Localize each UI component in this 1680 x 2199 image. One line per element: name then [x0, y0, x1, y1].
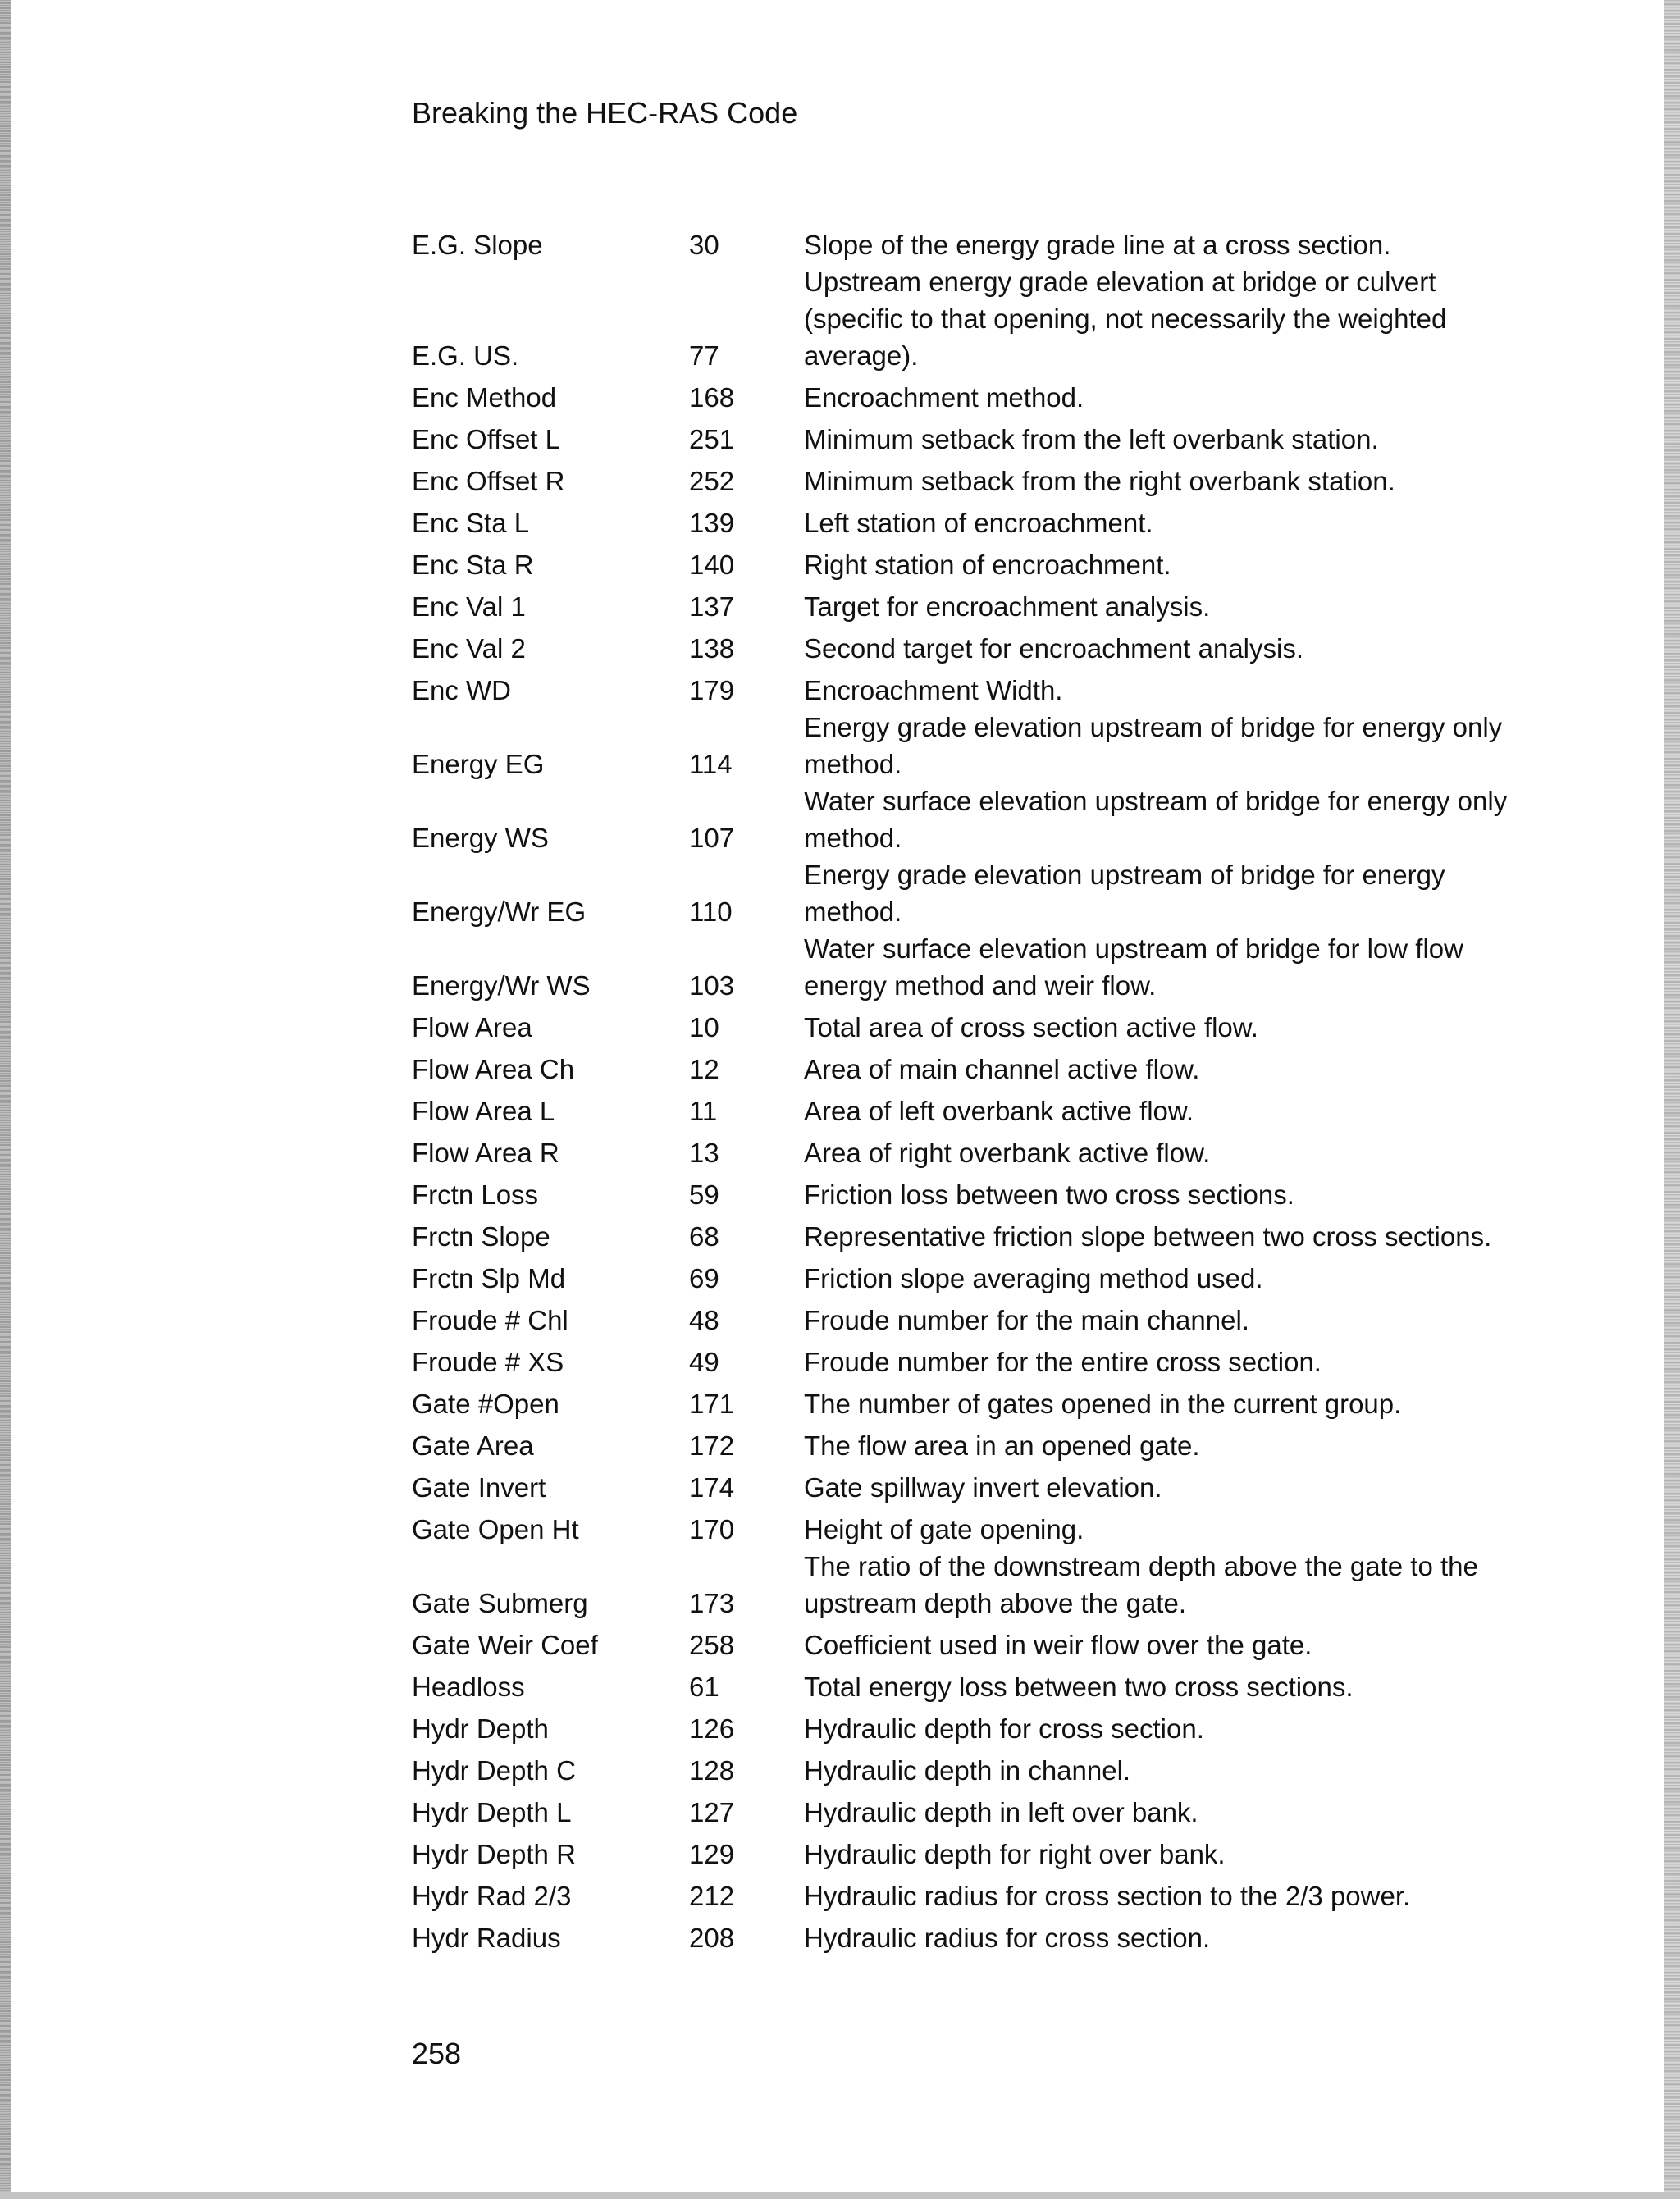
- variable-description: Upstream energy grade elevation at bridge or culvert (specific to that opening, not necessarily the weighted average).: [804, 267, 1447, 371]
- variable-description: Area of right overbank active flow.: [804, 1138, 1211, 1168]
- variable-id: 13: [689, 1138, 719, 1168]
- variable-id: 68: [689, 1221, 719, 1252]
- variable-description: Encroachment method.: [804, 382, 1084, 413]
- page-number: 258: [412, 2037, 462, 2070]
- variable-name: E.G. US.: [412, 340, 519, 371]
- variable-description: Height of gate opening.: [804, 1514, 1084, 1544]
- variable-id: 171: [689, 1389, 735, 1419]
- variable-name: Energy/Wr WS: [412, 970, 591, 1001]
- variable-description: The number of gates opened in the current group.: [804, 1389, 1402, 1419]
- glossary-row: [412, 1873, 1527, 1914]
- variable-id: 208: [689, 1923, 735, 1953]
- variable-name: Flow Area R: [412, 1138, 559, 1168]
- variable-id: 179: [689, 675, 735, 705]
- variable-name: Gate Invert: [412, 1472, 546, 1503]
- variable-description: Froude number for the entire cross section.: [804, 1347, 1322, 1377]
- variable-name: Gate #Open: [412, 1389, 559, 1419]
- glossary-body: [412, 221, 1527, 1956]
- variable-name: Enc Offset L: [412, 424, 560, 454]
- glossary-row: [412, 1255, 1527, 1297]
- variable-id: 138: [689, 633, 735, 664]
- variable-description: Total area of cross section active flow.: [804, 1012, 1258, 1042]
- glossary-row: [412, 263, 1527, 374]
- variable-id: 140: [689, 550, 735, 580]
- variable-name: Flow Area: [412, 1012, 532, 1042]
- glossary-row: [412, 221, 1527, 263]
- variable-description: Hydraulic depth for right over bank.: [804, 1839, 1226, 1869]
- variable-name: Gate Weir Coef: [412, 1630, 598, 1660]
- glossary-row: [412, 667, 1527, 709]
- variable-description: Minimum setback from the right overbank station.: [804, 466, 1395, 496]
- variable-description: Water surface elevation upstream of bridge for energy only method.: [804, 786, 1508, 853]
- variable-description: Representative friction slope between two cross sections.: [804, 1221, 1492, 1252]
- variable-description: Energy grade elevation upstream of bridge for energy method.: [804, 860, 1445, 927]
- glossary-row: [412, 1088, 1527, 1129]
- glossary-row: [412, 1046, 1527, 1088]
- variable-description: Water surface elevation upstream of bridge for low flow energy method and weir flow.: [804, 933, 1463, 1001]
- variable-id: 110: [689, 896, 733, 927]
- scan-left-edge: [0, 0, 11, 2199]
- glossary-row: [412, 1004, 1527, 1046]
- variable-id: 59: [689, 1179, 719, 1210]
- glossary-row: [412, 1705, 1527, 1747]
- glossary-row: [412, 625, 1527, 667]
- glossary-row: [412, 1506, 1527, 1548]
- variable-id: 168: [689, 382, 735, 413]
- variable-description: The flow area in an opened gate.: [804, 1430, 1200, 1461]
- glossary-row: [412, 1622, 1527, 1663]
- variable-name: Flow Area Ch: [412, 1054, 575, 1084]
- variable-name: Frctn Slp Md: [412, 1263, 566, 1293]
- glossary-row: [412, 1663, 1527, 1705]
- variable-id: 139: [689, 508, 735, 538]
- glossary-row: [412, 1171, 1527, 1213]
- variable-name: Enc Method: [412, 382, 557, 413]
- glossary-row: [412, 930, 1527, 1004]
- glossary-row: [412, 1422, 1527, 1464]
- running-head: Breaking the HEC-RAS Code: [412, 96, 798, 130]
- glossary-row: [412, 1129, 1527, 1171]
- variable-name: Enc Val 2: [412, 633, 526, 664]
- glossary-row: [412, 1789, 1527, 1831]
- variable-id: 212: [689, 1881, 735, 1911]
- variable-id: 126: [689, 1713, 735, 1744]
- variable-description: Area of main channel active flow.: [804, 1054, 1200, 1084]
- variable-name: Energy WS: [412, 823, 549, 853]
- glossary-row: [412, 709, 1527, 782]
- variable-description: Friction loss between two cross sections.: [804, 1179, 1294, 1210]
- glossary-row: [412, 1548, 1527, 1622]
- variable-id: 11: [689, 1096, 718, 1126]
- variable-glossary-table: [412, 221, 1527, 1956]
- variable-description: Right station of encroachment.: [804, 550, 1171, 580]
- variable-id: 30: [689, 230, 719, 260]
- variable-description: Target for encroachment analysis.: [804, 591, 1211, 622]
- variable-description: Froude number for the main channel.: [804, 1305, 1249, 1335]
- glossary-row: [412, 1213, 1527, 1255]
- variable-id: 48: [689, 1305, 719, 1335]
- variable-description: Slope of the energy grade line at a cross section.: [804, 230, 1391, 260]
- variable-id: 129: [689, 1839, 735, 1869]
- glossary-row: [412, 1747, 1527, 1789]
- variable-id: 251: [689, 424, 735, 454]
- glossary-row: [412, 856, 1527, 930]
- variable-name: Hydr Radius: [412, 1923, 561, 1953]
- variable-description: Gate spillway invert elevation.: [804, 1472, 1162, 1503]
- variable-id: 12: [689, 1054, 719, 1084]
- scan-bottom-edge: [0, 2192, 1680, 2199]
- variable-name: Hydr Depth C: [412, 1755, 576, 1786]
- variable-description: Energy grade elevation upstream of bridge for energy only method.: [804, 712, 1503, 779]
- variable-id: 61: [689, 1672, 719, 1702]
- variable-id: 114: [689, 749, 733, 779]
- scan-right-edge: [1664, 0, 1680, 2199]
- variable-name: Frctn Slope: [412, 1221, 550, 1252]
- variable-id: 128: [689, 1755, 735, 1786]
- glossary-row: [412, 374, 1527, 416]
- glossary-row: [412, 541, 1527, 583]
- variable-id: 107: [689, 823, 735, 853]
- variable-description: Friction slope averaging method used.: [804, 1263, 1263, 1293]
- variable-name: Enc Offset R: [412, 466, 565, 496]
- variable-name: Flow Area L: [412, 1096, 555, 1126]
- variable-description: Hydraulic radius for cross section to the 2/3 power.: [804, 1881, 1411, 1911]
- glossary-row: [412, 1914, 1527, 1956]
- variable-id: 69: [689, 1263, 719, 1293]
- variable-name: Energy/Wr EG: [412, 896, 587, 927]
- variable-name: Hydr Depth: [412, 1713, 549, 1744]
- variable-id: 137: [689, 591, 735, 622]
- glossary-row: [412, 416, 1527, 458]
- variable-id: 103: [689, 970, 735, 1001]
- variable-id: 77: [689, 340, 719, 371]
- glossary-row: [412, 1464, 1527, 1506]
- variable-id: 172: [689, 1430, 735, 1461]
- variable-id: 10: [689, 1012, 719, 1042]
- variable-name: Enc WD: [412, 675, 512, 705]
- variable-name: Gate Open Ht: [412, 1514, 579, 1544]
- glossary-row: [412, 1297, 1527, 1339]
- glossary-row: [412, 583, 1527, 625]
- variable-id: 258: [689, 1630, 735, 1660]
- glossary-row: [412, 1339, 1527, 1380]
- glossary-row: [412, 458, 1527, 500]
- variable-description: Coefficient used in weir flow over the gate.: [804, 1630, 1312, 1660]
- variable-description: Second target for encroachment analysis.: [804, 633, 1304, 664]
- glossary-row: [412, 1380, 1527, 1422]
- variable-name: E.G. Slope: [412, 230, 543, 260]
- glossary-row: [412, 500, 1527, 541]
- variable-description: Minimum setback from the left overbank station.: [804, 424, 1379, 454]
- variable-name: Hydr Depth R: [412, 1839, 576, 1869]
- variable-description: Area of left overbank active flow.: [804, 1096, 1194, 1126]
- variable-name: Enc Sta R: [412, 550, 534, 580]
- variable-name: Energy EG: [412, 749, 545, 779]
- variable-name: Gate Area: [412, 1430, 534, 1461]
- variable-description: Total energy loss between two cross sections.: [804, 1672, 1354, 1702]
- variable-id: 174: [689, 1472, 735, 1503]
- variable-id: 170: [689, 1514, 735, 1544]
- variable-description: Hydraulic depth for cross section.: [804, 1713, 1204, 1744]
- variable-name: Gate Submerg: [412, 1588, 588, 1618]
- variable-id: 127: [689, 1797, 735, 1827]
- variable-name: Enc Sta L: [412, 508, 530, 538]
- variable-id: 252: [689, 466, 735, 496]
- variable-name: Enc Val 1: [412, 591, 526, 622]
- glossary-row: [412, 1831, 1527, 1873]
- variable-name: Frctn Loss: [412, 1179, 539, 1210]
- variable-description: Hydraulic depth in left over bank.: [804, 1797, 1198, 1827]
- variable-description: Encroachment Width.: [804, 675, 1063, 705]
- variable-description: Hydraulic depth in channel.: [804, 1755, 1131, 1786]
- variable-description: Hydraulic radius for cross section.: [804, 1923, 1211, 1953]
- variable-name: Froude # XS: [412, 1347, 564, 1377]
- variable-id: 49: [689, 1347, 719, 1377]
- variable-name: Froude # Chl: [412, 1305, 568, 1335]
- variable-id: 173: [689, 1588, 735, 1618]
- variable-name: Hydr Rad 2/3: [412, 1881, 572, 1911]
- variable-name: Headloss: [412, 1672, 525, 1702]
- variable-description: Left station of encroachment.: [804, 508, 1153, 538]
- glossary-row: [412, 782, 1527, 856]
- variable-name: Hydr Depth L: [412, 1797, 572, 1827]
- variable-description: The ratio of the downstream depth above the gate to the upstream depth above the gate.: [804, 1551, 1478, 1618]
